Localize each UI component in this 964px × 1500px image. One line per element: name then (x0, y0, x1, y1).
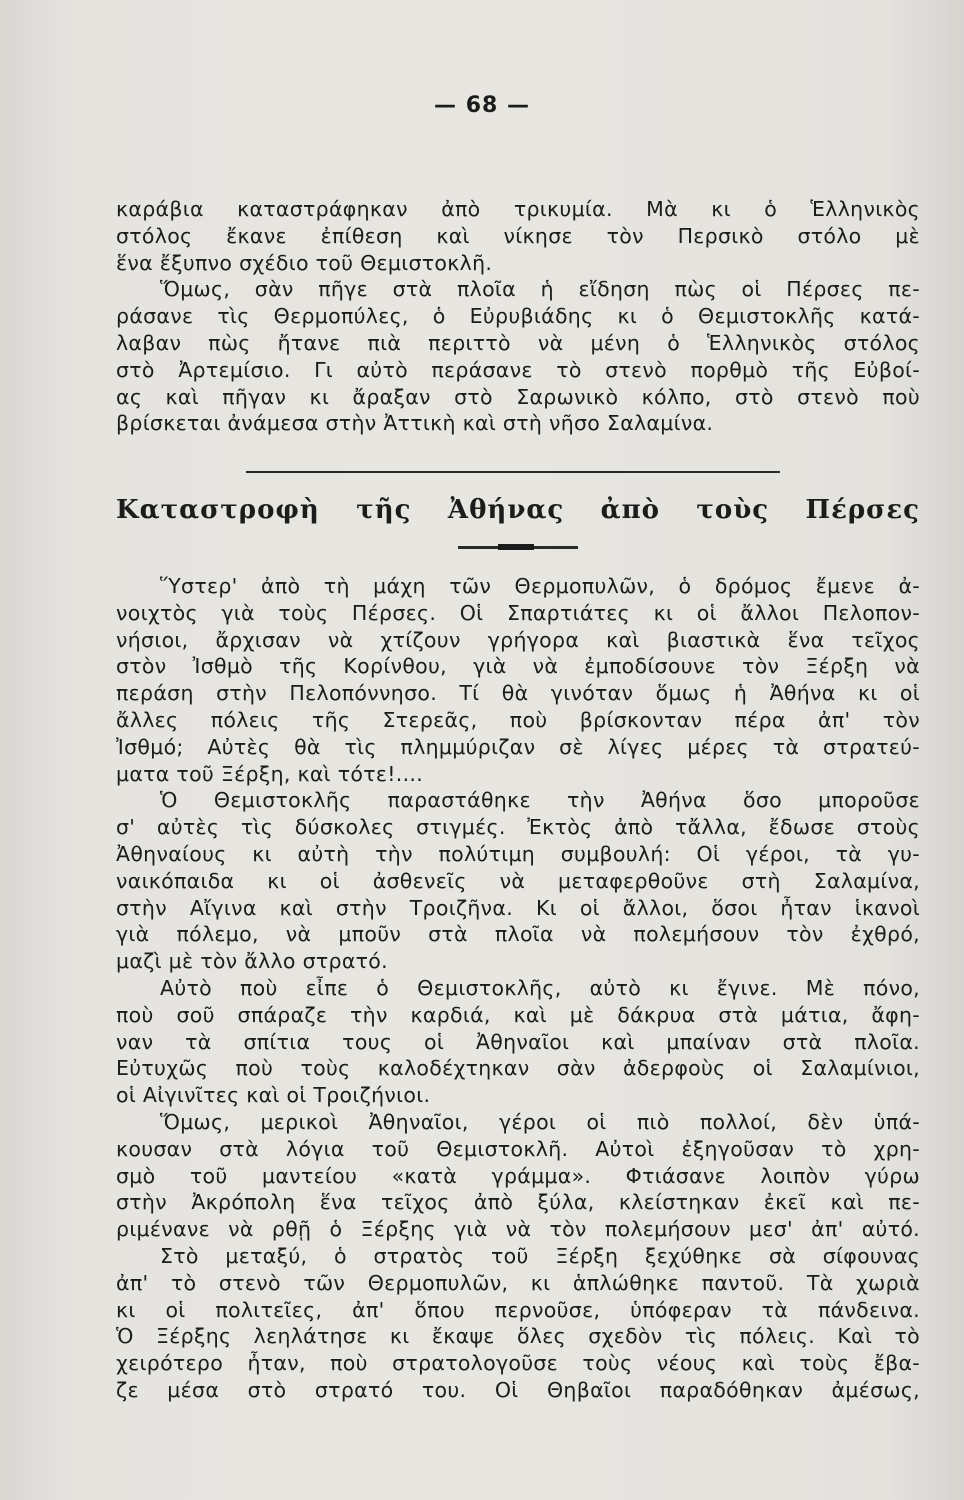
main-text (116, 573, 920, 1404)
text-line: ἄλλες πόλεις τῆς Στερεᾶς, ποὺ βρίσκονταν πέρα ἀπ' τὸν (116, 707, 920, 732)
text-line: βρίσκεται ἀνάμεσα στὴν Ἀττικὴ καὶ στὴ νῆσο Σαλαμίνα. (116, 411, 714, 436)
text-line: καράβια καταστράφηκαν ἀπὸ τρικυμία. Μὰ κι ὁ Ἑλληνικὸς (116, 197, 920, 221)
top-paragraph (116, 196, 920, 437)
text-line: ναικόπαιδα κι οἱ ἀσθενεῖς νὰ μεταφερθοῦνε στὴ Σαλαμίνα, (116, 868, 920, 893)
text-line: κουσαν στὰ λόγια τοῦ Θεμιστοκλῆ. Αὐτοὶ ἐξηγοῦσαν τὸ χρη- (116, 1136, 920, 1161)
section-heading: Καταστροφὴ τῆς Ἀθήνας ἀπὸ τοὺς Πέρσες (116, 495, 920, 525)
text-line: ματα τοῦ Ξέρξη, καὶ τότε!.... (116, 761, 424, 786)
text-line: κι οἱ πολιτεῖες, ἀπ' ὅπου περνοῦσε, ὑπόφεραν τὰ πάνδεινα. (116, 1297, 920, 1322)
text-line: στὴν Αἴγινα καὶ στὴν Τροιζῆνα. Κι οἱ ἄλλοι, ὅσοι ἦταν ἱκανοὶ (116, 895, 920, 920)
text-line: λαβαν πὼς ἤτανε πιὰ περιττὸ νὰ μένη ὁ Ἑλληνικὸς στόλος (116, 330, 920, 355)
text-line: Αὐτὸ ποὺ εἶπε ὁ Θεμιστοκλῆς, αὐτὸ κι ἔγινε. Μὲ πόνο, (160, 975, 920, 1000)
text-line: Εὐτυχῶς ποὺ τοὺς καλοδέχτηκαν σὰν ἀδερφοὺς οἱ Σαλαμίνιοι, (116, 1056, 920, 1081)
text-line: ἀπ' τὸ στενὸ τῶν Θερμοπυλῶν, κι ἁπλώθηκε παντοῦ. Τὰ χωριὰ (116, 1270, 920, 1295)
heading-underline-ornament (458, 546, 578, 549)
text-line: Στὸ μεταξύ, ὁ στρατὸς τοῦ Ξέρξη ξεχύθηκε σὰ σίφουνας (160, 1243, 920, 1268)
text-line: ζε μέσα στὸ στρατό του. Οἱ Θηβαῖοι παραδόθηκαν ἀμέσως, (116, 1377, 920, 1402)
page-number: — 68 — (434, 93, 530, 118)
text-line: χειρότερο ἦταν, ποὺ στρατολογοῦσε τοὺς νέους καὶ τοὺς ἔβα- (116, 1351, 920, 1376)
text-line: σμὸ τοῦ μαντείου «κατὰ γράμμα». Φτιάσανε λοιπὸν γύρω (116, 1163, 920, 1188)
text-line: οἱ Αἰγινῖτες καὶ οἱ Τροιζήνιοι. (116, 1083, 431, 1108)
text-line: στὸ Ἀρτεμίσιο. Γι αὐτὸ περάσανε τὸ στενὸ πορθμὸ τῆς Εὐβοί- (116, 357, 920, 382)
text-line: γιὰ πόλεμο, νὰ μποῦν στὰ πλοῖα νὰ πολεμήσουν τὸν ἐχθρό, (116, 922, 920, 947)
text-line: Ὕστερ' ἀπὸ τὴ μάχη τῶν Θερμοπυλῶν, ὁ δρόμος ἔμενε ἀ- (160, 574, 920, 598)
text-line: στὴν Ἀκρόπολη ἕνα τεῖχος ἀπὸ ξύλα, κλείστηκαν ἐκεῖ καὶ πε- (116, 1190, 920, 1215)
text-line: ας καὶ πῆγαν κι ἄραξαν στὸ Σαρωνικὸ κόλπο, στὸ στενὸ ποὺ (116, 384, 920, 409)
text-line: νήσιοι, ἄρχισαν νὰ χτίζουν γρήγορα καὶ βιαστικὰ ἕνα τεῖχος (116, 627, 920, 652)
text-line: περάση στὴν Πελοπόννησο. Τί θὰ γινόταν ὅμως ἡ Ἀθήνα κι οἱ (116, 681, 920, 706)
text-line: νοιχτὸς γιὰ τοὺς Πέρσες. Οἱ Σπαρτιάτες κι οἱ ἄλλοι Πελοπον- (116, 600, 920, 625)
text-line: Ὁ Ξέρξης λεηλάτησε κι ἔκαψε ὅλες σχεδὸν τὶς πόλεις. Καὶ τὸ (116, 1324, 920, 1349)
text-line: Ὁ Θεμιστοκλῆς παραστάθηκε τὴν Ἀθήνα ὅσο μποροῦσε (160, 788, 920, 813)
text-line: ἕνα ἔξυπνο σχέδιο τοῦ Θεμιστοκλῆ. (116, 250, 493, 275)
text-line: σ' αὐτὲς τὶς δύσκολες στιγμές. Ἐκτὸς ἀπὸ τἄλλα, ἔδωσε στοὺς (116, 815, 920, 840)
text-line: στὸν Ἰσθμὸ τῆς Κορίνθου, γιὰ νὰ ἐμποδίσουνε τὸν Ξέρξη νὰ (116, 654, 920, 679)
text-line: ριμένανε νὰ ρθῇ ὁ Ξέρξης γιὰ νὰ τὸν πολεμήσουν μεσ' ἀπ' αὐτό. (116, 1217, 920, 1242)
text-line: στόλος ἔκανε ἐπίθεση καὶ νίκησε τὸν Περσικὸ στόλο μὲ (116, 223, 920, 248)
text-line: Ὅμως, μερικοὶ Ἀθηναῖοι, γέροι οἱ πιὸ πολλοί, δὲν ὑπά- (160, 1109, 920, 1134)
text-line: ποὺ σοῦ σπάραζε τὴν καρδιά, καὶ μὲ δάκρυα στὰ μάτια, ἄφη- (116, 1002, 920, 1027)
text-line: μαζὶ μὲ τὸν ἄλλο στρατό. (116, 949, 388, 974)
text-line: Ἀθηναίους κι αὐτὴ τὴν πολύτιμη συμβουλή: Οἱ γέροι, τὰ γυ- (116, 841, 920, 866)
text-line: ράσανε τὶς Θερμοπύλες, ὁ Εὐρυβιάδης κι ὁ Θεμιστοκλῆς κατά- (116, 304, 920, 329)
text-line: Ὅμως, σὰν πῆγε στὰ πλοῖα ἡ εἴδηση πὼς οἱ Πέρσες πε- (160, 277, 920, 302)
text-line: Ἰσθμό; Αὐτὲς θὰ τὶς πλημμύριζαν σὲ λίγες μέρες τὰ στρατεύ- (116, 734, 920, 759)
text-line: ναν τὰ σπίτια τους οἱ Ἀθηναῖοι καὶ μπαίναν στὰ πλοῖα. (116, 1029, 920, 1054)
section-divider (246, 471, 780, 473)
